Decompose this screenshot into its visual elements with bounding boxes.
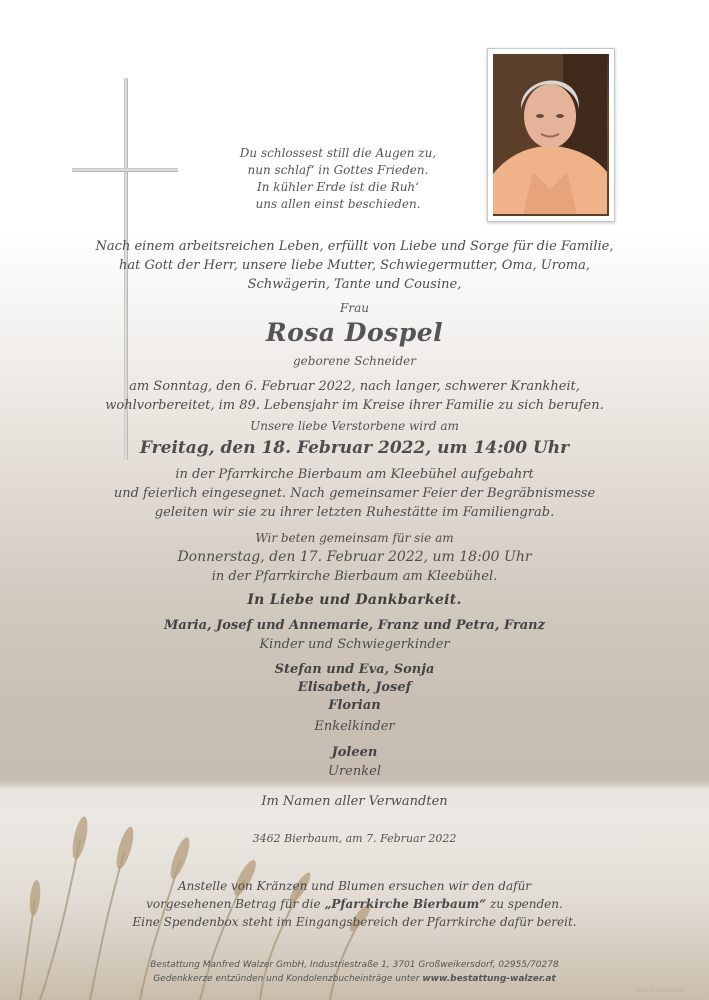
- intro-text: [0, 237, 709, 294]
- mourners-heading: In Liebe und Dankbarkeit.: [247, 592, 462, 608]
- footer-line: [0, 972, 709, 986]
- intro-line: Schwägerin, Tante und Cousine,: [247, 277, 462, 292]
- children-label: Kinder und Schwiegerkinder: [259, 637, 450, 652]
- donation-line: [0, 895, 709, 913]
- prayer-text: [0, 529, 709, 586]
- portrait-image: [493, 54, 607, 214]
- intro-line: hat Gott der Herr, unsere liebe Mutter, Schwiegermutter, Oma, Uroma,: [119, 258, 590, 273]
- grandchildren-line: Stefan und Eva, Sonja: [274, 662, 435, 677]
- children-names: Maria, Josef und Annemarie, Franz und Petra, Franz: [164, 618, 545, 633]
- footer: [0, 958, 709, 986]
- footer-company: Bestattung Manfred Walzer GmbH, Industriestraße 1, 3701 Großweikersdorf, 02955/70278: [150, 960, 559, 970]
- death-line: wohlvorbereitet, im 89. Lebensjahr im Kreise ihrer Familie zu sich berufen.: [105, 398, 604, 413]
- relatives-line: Im Namen aller Verwandten: [261, 794, 448, 809]
- donation-text: [0, 877, 709, 931]
- prayer-line: Wir beten gemeinsam für sie am: [255, 531, 454, 545]
- salutation: Frau: [340, 301, 369, 315]
- prayer-line: in der Pfarrkirche Bierbaum am Kleebühel.: [211, 569, 498, 584]
- footer-text: Gedenkkerze entzünden und Kondolenzbucheinträge unter: [153, 974, 423, 984]
- donation-recipient: „Pfarrkirche Bierbaum“: [324, 897, 487, 911]
- donation-line: Eine Spendenbox steht im Eingangsbereich der Pfarrkirche dafür bereit.: [132, 915, 577, 929]
- cross-icon-bar: [72, 168, 178, 172]
- poem-line: uns allen einst beschieden.: [255, 197, 421, 211]
- funeral-date: Freitag, den 18. Februar 2022, um 14:00 Uhr: [139, 438, 570, 458]
- grandchildren-line: Elisabeth, Josef: [297, 680, 412, 695]
- donation-text-pre: vorgesehenen Betrag für die: [146, 897, 325, 911]
- funeral-text: [0, 465, 709, 522]
- funeral-line: geleiten wir sie zu ihrer letzten Ruhestätte im Familiengrab.: [154, 505, 555, 520]
- prayer-line: Donnerstag, den 17. Februar 2022, um 18:00 Uhr: [177, 549, 532, 565]
- funeral-line: und feierlich eingesegnet. Nach gemeinsamer Feier der Begräbnismesse: [113, 486, 596, 501]
- poem-line: In kühler Erde ist die Ruh‘: [257, 180, 419, 194]
- great-grandchild-label: Urenkel: [328, 764, 381, 779]
- farewell-intro: Unsere liebe Verstorbene wird am: [250, 419, 459, 433]
- poem: [238, 145, 438, 213]
- great-grandchild-name: Joleen: [331, 745, 378, 760]
- poem-line: Du schlossest still die Augen zu,: [239, 146, 437, 160]
- death-text: [0, 377, 709, 415]
- death-line: am Sonntag, den 6. Februar 2022, nach langer, schwerer Krankheit,: [129, 379, 580, 394]
- maiden-name: geborene Schneider: [292, 354, 417, 368]
- portrait-photo: [487, 48, 615, 222]
- place-date: 3462 Bierbaum, am 7. Februar 2022: [252, 832, 457, 845]
- poem-line: nun schlaf‘ in Gottes Frieden.: [247, 163, 429, 177]
- grandchildren-label: Enkelkinder: [314, 719, 395, 734]
- footer-website-link[interactable]: www.bestattung-walzer.at: [422, 974, 556, 984]
- deceased-name: Rosa Dospel: [265, 318, 444, 347]
- donation-line: Anstelle von Kränzen und Blumen ersuchen wir den dafür: [177, 879, 532, 893]
- watermark: Seite © Musterbild: [636, 988, 684, 994]
- grandchildren-names: [0, 661, 709, 715]
- donation-text-post: zu spenden.: [486, 897, 563, 911]
- funeral-line: in der Pfarrkirche Bierbaum am Kleebühel aufgebahrt: [175, 467, 534, 482]
- grandchildren-line: Florian: [328, 698, 381, 713]
- intro-line: Nach einem arbeitsreichen Leben, erfüllt von Liebe und Sorge für die Familie,: [95, 239, 614, 254]
